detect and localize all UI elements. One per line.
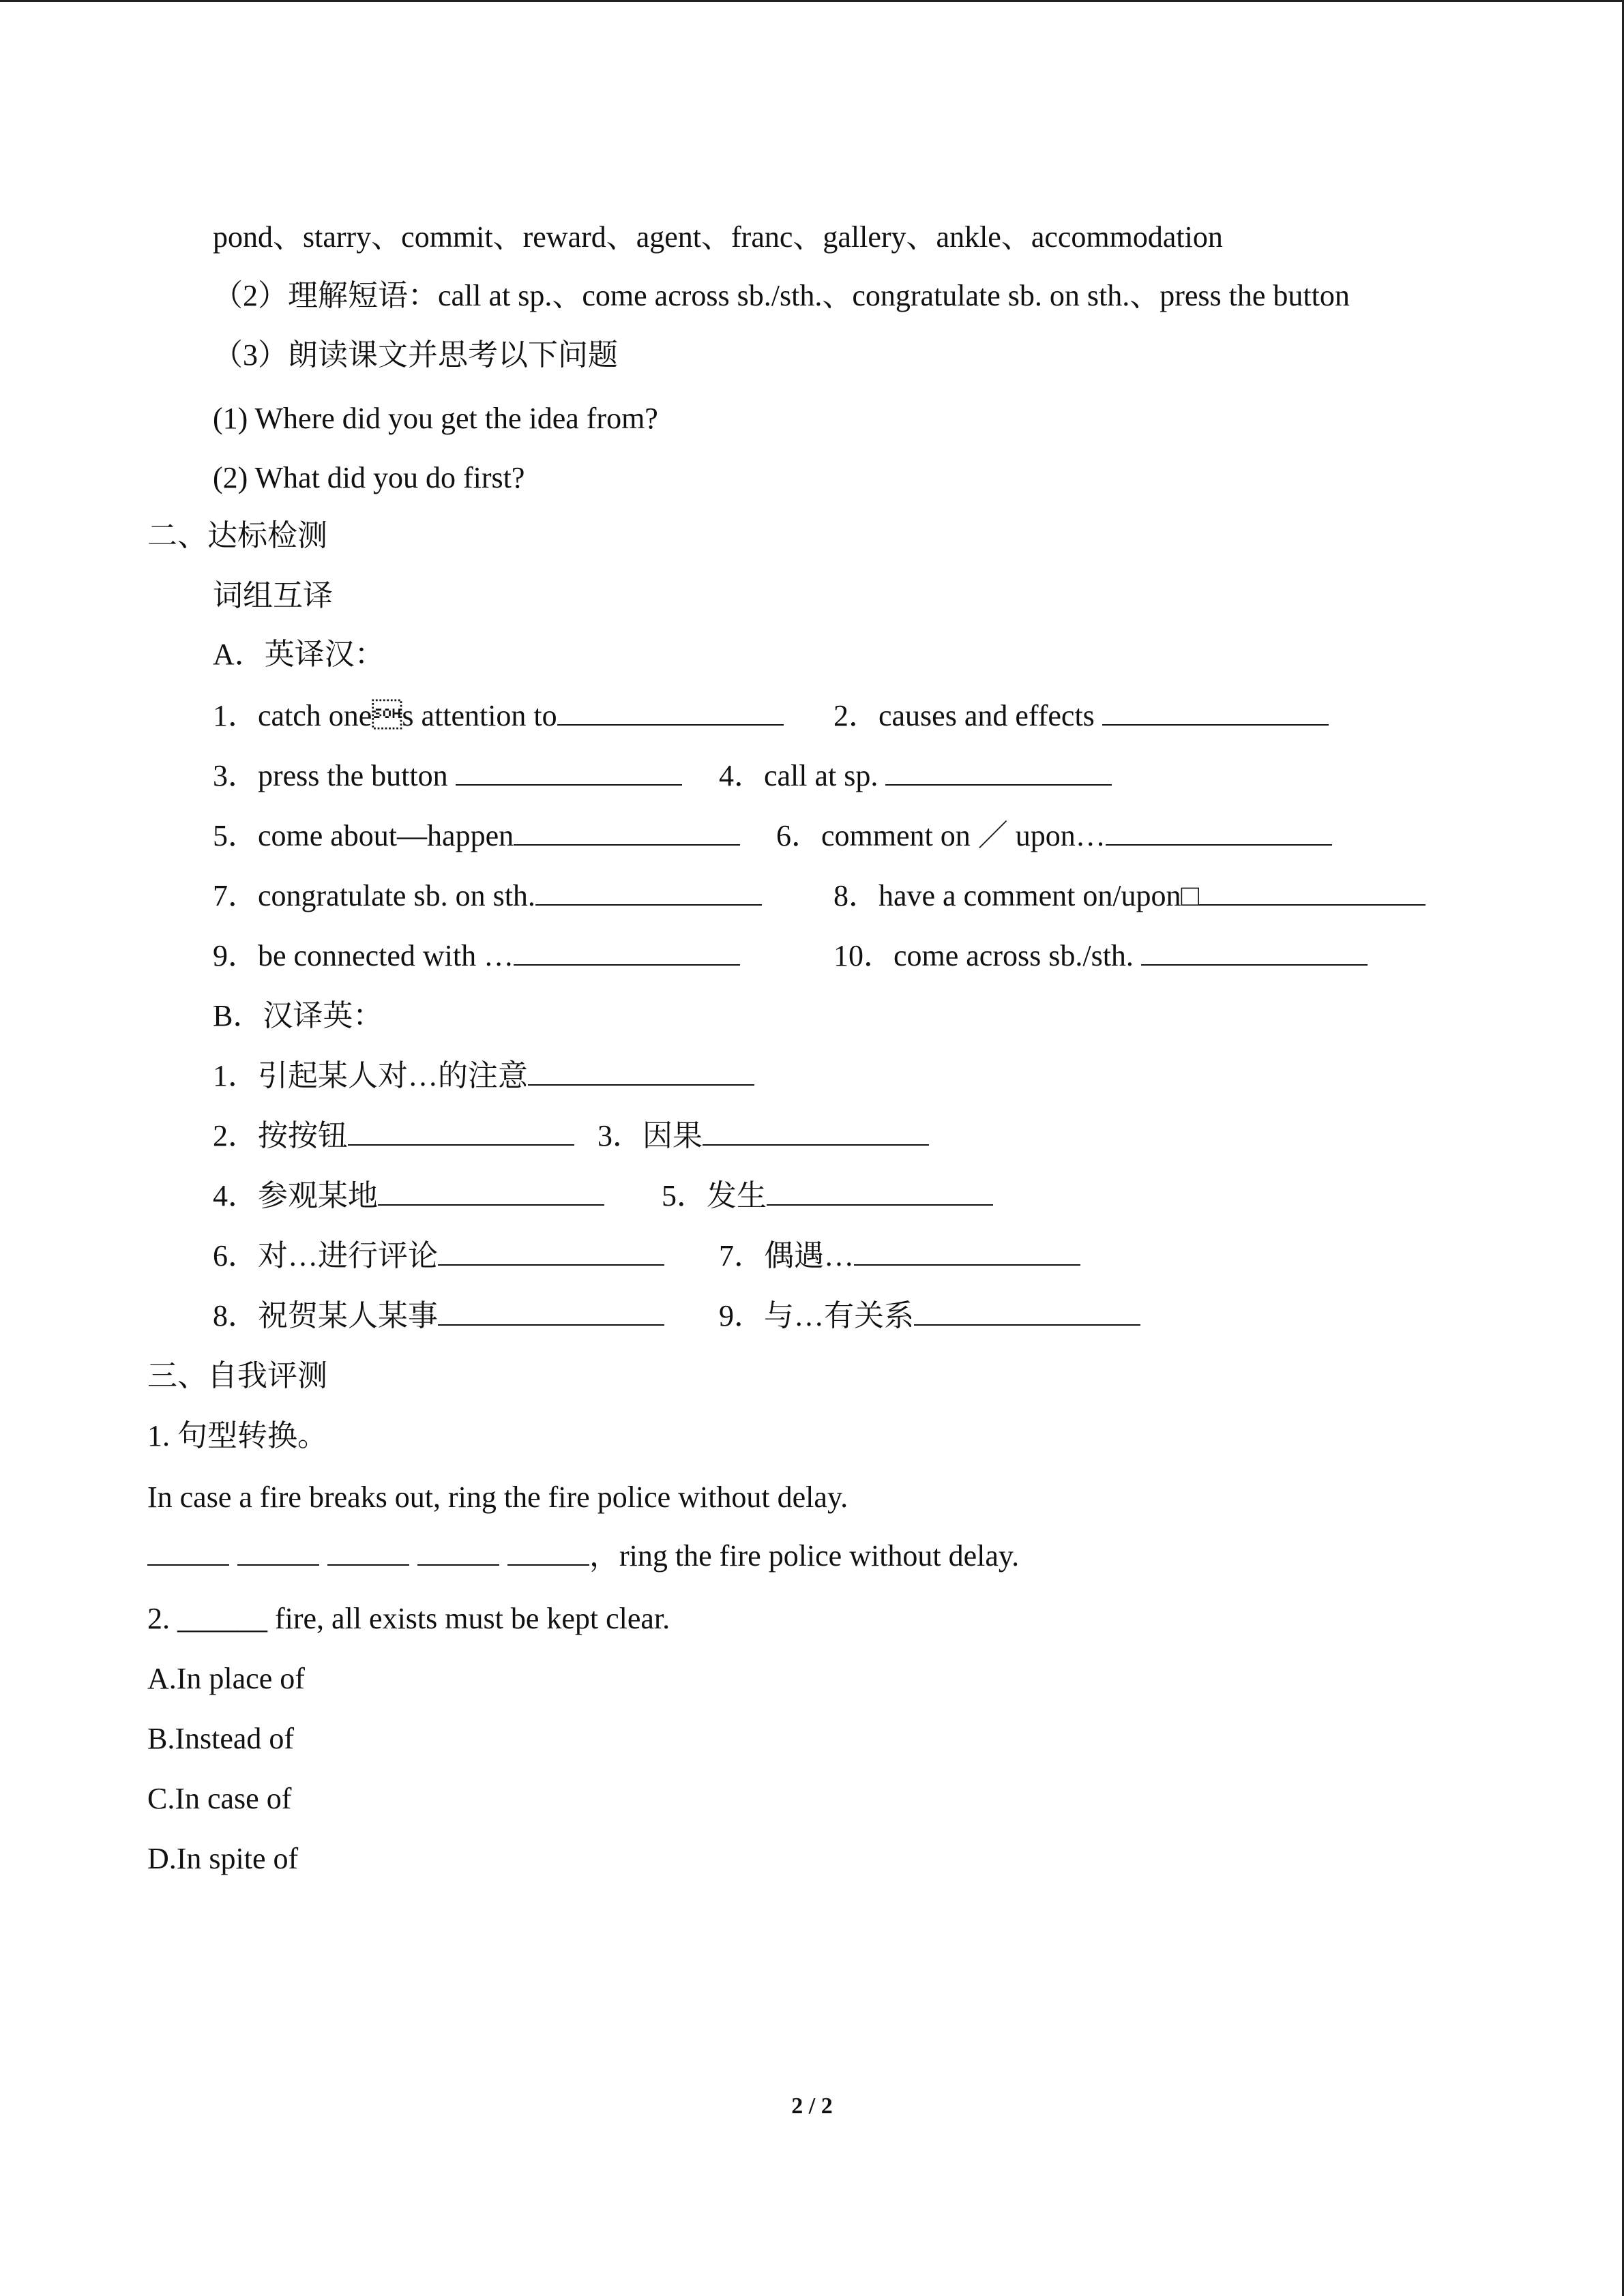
en-item-4: 4．call at sp. <box>719 759 886 792</box>
question-1: (1) Where did you get the idea from? <box>213 402 658 435</box>
answer-blank[interactable] <box>417 1537 499 1566</box>
exercise-1-answer-line <box>147 1536 1019 1577</box>
en-item-5: 5．come about—happen <box>213 819 514 852</box>
part-b-title: B．汉译英： <box>213 999 383 1032</box>
exercise-1-sentence: In case a fire breaks out, ring the fire police without delay. <box>147 1480 848 1514</box>
answer-blank[interactable] <box>767 1177 993 1206</box>
read-question-line: （3）朗读课文并思考以下问题 <box>213 338 618 372</box>
en-item-10: 10．come across sb./sth. <box>833 939 1141 972</box>
answer-blank[interactable] <box>1141 937 1368 966</box>
option-b[interactable]: B.Instead of <box>147 1722 295 1755</box>
answer-blank[interactable] <box>507 1537 589 1566</box>
answer-blank[interactable] <box>378 1177 604 1206</box>
en-item-row <box>213 756 886 796</box>
en-item-row <box>213 936 1141 976</box>
answer-blank[interactable] <box>438 1297 664 1326</box>
cn-item-7: 7．偶遇… <box>719 1239 854 1272</box>
answer-blank[interactable] <box>528 1057 754 1086</box>
answer-blank[interactable] <box>535 877 762 906</box>
cn-item-3: 3．因果 <box>597 1119 703 1152</box>
cn-item-row <box>213 1056 754 1097</box>
answer-blank[interactable] <box>1199 877 1426 906</box>
cn-item-1: 1．引起某人对…的注意 <box>213 1059 528 1092</box>
en-item-7: 7．congratulate sb. on sth. <box>213 879 535 912</box>
exercise-1-title: 1. 句型转换。 <box>147 1419 327 1452</box>
answer-blank[interactable] <box>1106 817 1332 846</box>
answer-blank[interactable] <box>147 1537 229 1566</box>
section-2-title: 二、达标检测 <box>147 519 327 552</box>
en-item-2: 2．causes and effects <box>833 699 1102 732</box>
page-number: 2 / 2 <box>791 2093 833 2119</box>
option-d[interactable]: D.In spite of <box>147 1842 299 1875</box>
answer-blank[interactable] <box>438 1237 664 1266</box>
en-item-1: 1．catch ones attention to <box>213 699 557 732</box>
exercise-2-prefix: 2. <box>147 1602 177 1635</box>
en-item-9: 9．be connected with … <box>213 939 514 972</box>
part-a-title: A．英译汉： <box>213 638 385 671</box>
answer-blank[interactable] <box>237 1537 319 1566</box>
answer-blank[interactable] <box>885 757 1112 786</box>
cn-item-9: 9．与…有关系 <box>719 1299 914 1332</box>
cn-item-row <box>213 1236 854 1277</box>
answer-blank[interactable] <box>854 1237 1080 1266</box>
answer-blank[interactable] <box>456 757 682 786</box>
option-a[interactable]: A.In place of <box>147 1662 305 1695</box>
translate-title: 词组互译 <box>213 579 333 612</box>
question-2: (2) What did you do first? <box>213 461 525 494</box>
section-3-title: 三、自我评测 <box>147 1359 327 1392</box>
en-item-row <box>213 816 1106 856</box>
exercise-1-answer-tail: ，ring the fire police without delay. <box>589 1539 1020 1572</box>
cn-item-6: 6．对…进行评论 <box>213 1239 438 1272</box>
cn-item-5: 5．发生 <box>662 1179 767 1212</box>
vocab-line: pond、starry、commit、reward、agent、franc、gallery、ankle、accommodation <box>213 220 1223 254</box>
cn-item-4: 4．参观某地 <box>213 1179 378 1212</box>
en-item-6: 6．comment on ／ upon… <box>776 819 1106 852</box>
answer-blank[interactable] <box>557 697 784 726</box>
exercise-2-blank[interactable]: ______ <box>177 1602 267 1635</box>
answer-blank[interactable] <box>514 817 740 846</box>
cn-item-2: 2．按按钮 <box>213 1119 348 1152</box>
en-item-row <box>213 696 1102 736</box>
en-item-row <box>213 876 1200 916</box>
answer-blank[interactable] <box>327 1537 409 1566</box>
answer-blank[interactable] <box>914 1297 1140 1326</box>
option-c[interactable]: C.In case of <box>147 1782 292 1815</box>
cn-item-8: 8．祝贺某人某事 <box>213 1299 438 1332</box>
phrases-line: （2）理解短语：call at sp.、come across sb./sth.、congratulate sb. on sth.、press the button <box>213 279 1350 312</box>
cn-item-row <box>213 1176 767 1217</box>
cn-item-row <box>213 1296 914 1337</box>
cn-item-row <box>213 1116 703 1157</box>
answer-blank[interactable] <box>514 937 740 966</box>
en-item-3: 3．press the button <box>213 759 456 792</box>
answer-blank[interactable] <box>348 1117 574 1146</box>
exercise-2-suffix: fire, all exists must be kept clear. <box>267 1602 670 1635</box>
answer-blank[interactable] <box>1102 697 1329 726</box>
answer-blank[interactable] <box>703 1117 929 1146</box>
exercise-2-question <box>147 1598 670 1639</box>
en-item-8: 8．have a comment on/upon□ <box>833 879 1200 912</box>
